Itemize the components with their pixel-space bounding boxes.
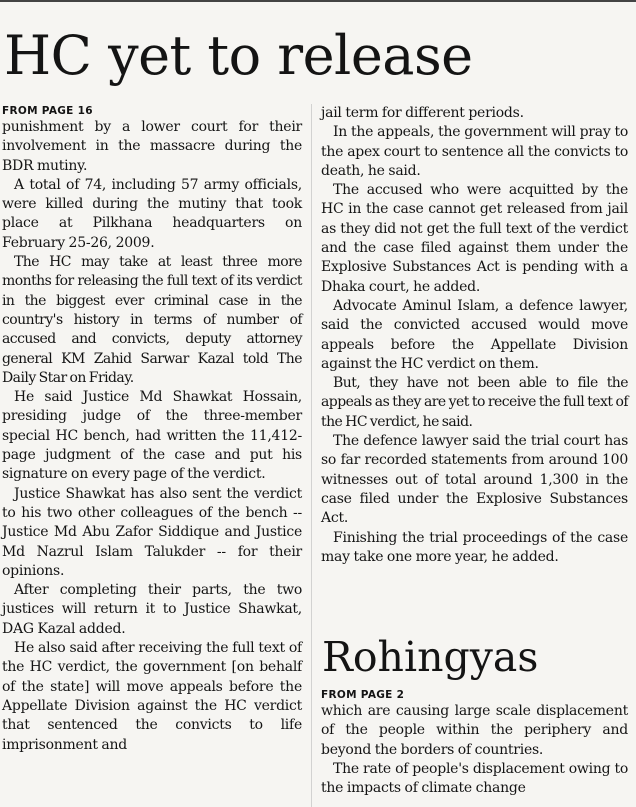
story-left-column [2,104,302,755]
paragraph: But, they have not been able to file the appeals as they are yet to receive the full text of the HC verdict, he said. [321,375,628,430]
paragraph: The accused who were acquitted by the HC in the case cannot get released from jail as they did not get the full text of the verdict and the case filed against them under the Explosive Substances Act is pending with a Dhaka court, he added. [321,182,628,295]
paragraph: The defence lawyer said the trial court has so far recorded statements from around 100 witnesses out of total around 1,300 in the case filed under the Explosive Substances Act. [321,433,628,527]
paragraph: which are causing large scale displacement of the people within the periphery and beyond the borders of countries. [321,703,628,758]
paragraph: jail term for different periods. [321,105,524,121]
top-rule [0,0,636,2]
paragraph: punishment by a lower court for their involvement in the massacre during the BDR mutiny. [2,119,302,174]
paragraph: Finishing the trial proceedings of the case may take one more year, he added. [321,529,628,565]
story-headline: HC yet to release [4,24,473,87]
paragraph: Advocate Aminul Islam, a defence lawyer, said the convicted accused would move appeals before the Appellate Division against the HC verdict on them. [321,297,628,372]
paragraph: Justice Shawkat has also sent the verdict to his two other colleagues of the bench -- Justice Md Abu Zafor Siddique and Justice Md Nazrul Islam Talukder -- for their opinions. [2,485,302,579]
paragraph: After completing their parts, the two justices will return it to Justice Shawkat, DAG Kazal added. [2,582,302,637]
paragraph: The rate of people's displacement owing to the impacts of climate change [321,760,628,797]
paragraph: The HC may take at least three more months for releasing the full text of its verdict in the biggest ever criminal case in the country's history in terms of number of accused and convicts, deputy attorney general KM Zahid Sarwar Kazal told The Daily Star on Friday. [2,254,302,386]
jump-line: FROM PAGE 16 [2,105,93,117]
second-story-column [321,688,628,798]
paragraph: In the appeals, the government will pray to the apex court to sentence all the convicts to death, he said. [321,124,628,179]
story-right-column [321,104,628,567]
column-divider [311,104,312,807]
paragraph: He also said after receiving the full text of the HC verdict, the government [on behalf of the state] will move appeals before the Appellate Division against the HC verdict that sentenced the convicts to life imprisonment and [2,640,302,753]
second-story-headline: Rohingyas [322,633,539,681]
paragraph: He said Justice Md Shawkat Hossain, presiding judge of the three-member special HC bench, had written the 11,412-page judgment of the case and put his signature on every page of the verdict. [2,389,302,483]
jump-line: FROM PAGE 2 [321,689,405,701]
paragraph: A total of 74, including 57 army officials, were killed during the mutiny that took place at Pilkhana headquarters on February 25-26, 2009. [2,176,302,251]
